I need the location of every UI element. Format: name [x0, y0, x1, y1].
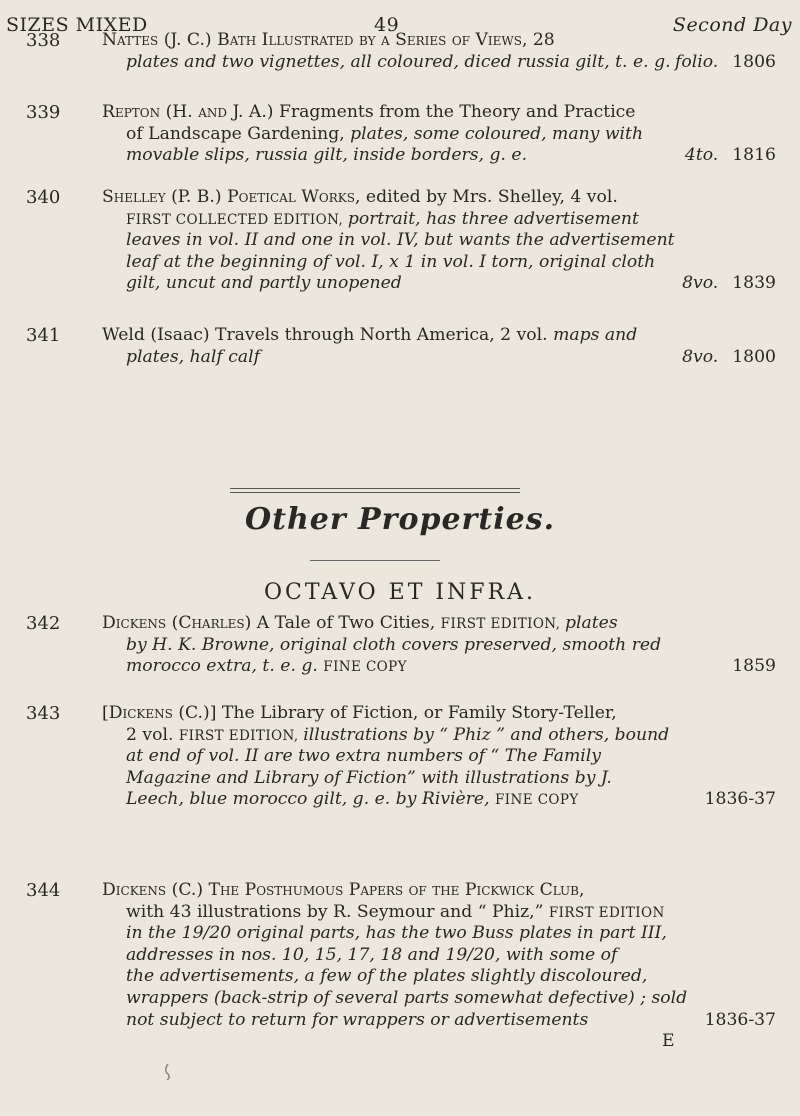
lot-number: 339: [26, 102, 61, 123]
lot-text: FIRST EDITION: [548, 904, 665, 921]
lot-line: [102, 613, 780, 635]
lot-line: [102, 725, 780, 747]
page-number: 49: [374, 14, 400, 36]
lot-text: plates: [565, 613, 618, 633]
lot-date: [705, 789, 776, 811]
lot-format: folio.: [675, 51, 719, 72]
lot-line: [102, 635, 780, 657]
lot-text: movable slips, russia gilt, inside borders, g. e.: [126, 145, 528, 166]
lot-number: 341: [26, 325, 61, 346]
lot-line: [102, 230, 780, 252]
lot-text: at end of vol. II are two extra numbers of “ The Family: [126, 746, 601, 767]
lot-text: wrappers (back-strip of several parts somewhat defective) ; sold: [126, 987, 688, 1008]
lot-description: [102, 325, 780, 368]
lot-format: 8vo.: [682, 346, 719, 367]
lot-text: illustrations by “ Phiz ” and others, bound: [303, 724, 670, 745]
lot-text: FIRST EDITION,: [440, 616, 566, 632]
lot-year: 1859: [732, 656, 776, 677]
lot-line: [102, 209, 780, 231]
lot-text: gilt, uncut and partly unopened: [126, 273, 402, 294]
lot-line: [102, 966, 780, 988]
lot-text: Bath Illustrated by a Series of Views,: [217, 30, 533, 50]
lot-text: 28: [532, 30, 555, 50]
double-rule-bottom: [230, 492, 520, 493]
lot-description: [102, 102, 780, 167]
lot-line: [102, 703, 780, 725]
lot-text: leaf at the beginning of vol. I, x 1 in vol. I torn, original cloth: [126, 251, 656, 272]
lot-line: [102, 273, 780, 295]
lot-date: [705, 1010, 776, 1032]
lot-line: [102, 52, 780, 74]
lot-line: [102, 102, 780, 124]
lot-number: 343: [26, 703, 61, 724]
lot-number: 338: [26, 30, 61, 51]
lot-description: [102, 187, 780, 295]
lot-text: FIRST EDITION,: [178, 727, 304, 744]
lot-description: [102, 613, 780, 678]
lot-text: morocco extra, t. e. g.: [126, 656, 324, 677]
section-subtitle: OCTAVO ET INFRA.: [263, 580, 537, 605]
lot-text: addresses in nos. 10, 15, 17, 18 and 19/20, with some of: [126, 944, 618, 965]
lot-line: [102, 252, 780, 274]
lot-date: [685, 145, 776, 167]
lot-line: [102, 945, 780, 967]
signature-mark: E: [662, 1031, 675, 1052]
lot-number: 344: [26, 880, 61, 901]
header-day: Second Day: [672, 14, 792, 36]
lot-date: [682, 347, 776, 369]
lot-text: [Dickens (C.)]: [102, 703, 222, 723]
lot-text: Weld (Isaac) Travels through North America, 2 vol.: [102, 325, 554, 345]
lot-text: in the 19/20 original parts, has the two Buss plates in part III,: [126, 923, 667, 944]
lot-text: edited by Mrs. Shelley, 4 vol.: [365, 187, 618, 207]
lot-year: 1836-37: [704, 1009, 776, 1030]
lot-description: [102, 880, 780, 1053]
lot-date: [682, 273, 776, 295]
lot-text: maps and: [553, 325, 638, 345]
lot-line: [102, 30, 780, 52]
lot-line: [102, 746, 780, 768]
lot-line: [102, 145, 780, 167]
lot-year: 1800: [732, 346, 776, 367]
lot-text: portrait, has three advertisement: [347, 208, 639, 229]
lot-text: of Landscape Gardening,: [126, 123, 351, 144]
lot-line: [102, 923, 780, 945]
section-divider: [310, 560, 440, 561]
lot-line: [102, 768, 780, 790]
lot-line: [102, 124, 780, 146]
lot-text: The Library of Fiction, or Family Story-Teller,: [221, 703, 617, 723]
lot-text: with 43 illustrations by R. Seymour and “ Phiz,”: [126, 901, 549, 922]
header-sizes: SIZES MIXED: [6, 14, 148, 36]
lot-text: plates and two vignettes, all coloured, diced russia gilt, t. e. g.: [126, 51, 671, 72]
lot-line: [102, 880, 780, 902]
lot-text: Repton (H. and J. A.): [102, 102, 279, 122]
section-title: Other Properties.: [244, 502, 556, 537]
lot-text: the advertisements, a few of the plates slightly discoloured,: [126, 966, 648, 987]
lot-text: FIRST COLLECTED EDITION,: [126, 211, 348, 228]
lot-line: [102, 325, 780, 347]
lot-text: Leech, blue morocco gilt, g. e. by Rivière,: [126, 789, 496, 810]
lot-format: 8vo.: [682, 273, 719, 294]
lot-text: The Posthumous Papers of the Pickwick Club,: [208, 880, 585, 900]
lot-year: 1839: [732, 273, 776, 294]
lot-text: 2 vol.: [126, 724, 179, 745]
lot-year: 1816: [732, 145, 776, 166]
lot-text: plates, some coloured, many with: [350, 123, 644, 144]
lot-format: 4to.: [684, 145, 719, 166]
lot-text: A Tale of Two Cities,: [256, 613, 441, 633]
lot-text: by H. K. Browne, original cloth covers preserved, smooth red: [126, 634, 662, 655]
lot-number: 342: [26, 613, 61, 634]
lot-text: Dickens (C.): [102, 880, 209, 900]
lot-date: [732, 656, 776, 678]
ink-mark: [164, 1064, 172, 1080]
lot-text: plates, half calf: [126, 346, 260, 367]
lot-year: 1836-37: [704, 789, 776, 810]
lot-description: [102, 703, 780, 811]
double-rule-top: [230, 488, 520, 489]
lot-line: [102, 347, 780, 369]
lot-text: not subject to return for wrappers or advertisements: [126, 1009, 589, 1030]
lot-line: [102, 789, 780, 811]
lot-text: leaves in vol. II and one in vol. IV, but wants the advertisement: [126, 230, 675, 251]
lot-text: Dickens (Charles): [102, 613, 257, 633]
lot-text: Shelley (P. B.): [102, 187, 228, 207]
lot-text: Nattes (J. C.): [102, 30, 218, 50]
lot-text: FINE COPY: [495, 792, 579, 809]
lot-description: [102, 30, 780, 73]
lot-text: Fragments from the Theory and Practice: [278, 102, 636, 122]
lot-line: [102, 1010, 780, 1032]
lot-date: [675, 52, 776, 74]
lot-text: Poetical Works,: [227, 187, 366, 207]
lot-number: 340: [26, 187, 61, 208]
lot-line: [102, 656, 780, 678]
lot-year: 1806: [732, 51, 776, 72]
lot-line: [102, 187, 780, 209]
lot-text: Magazine and Library of Fiction” with illustrations by J.: [126, 767, 612, 788]
lot-line: [102, 902, 780, 924]
lot-text: FINE COPY: [323, 659, 407, 676]
lot-line: [102, 988, 780, 1010]
